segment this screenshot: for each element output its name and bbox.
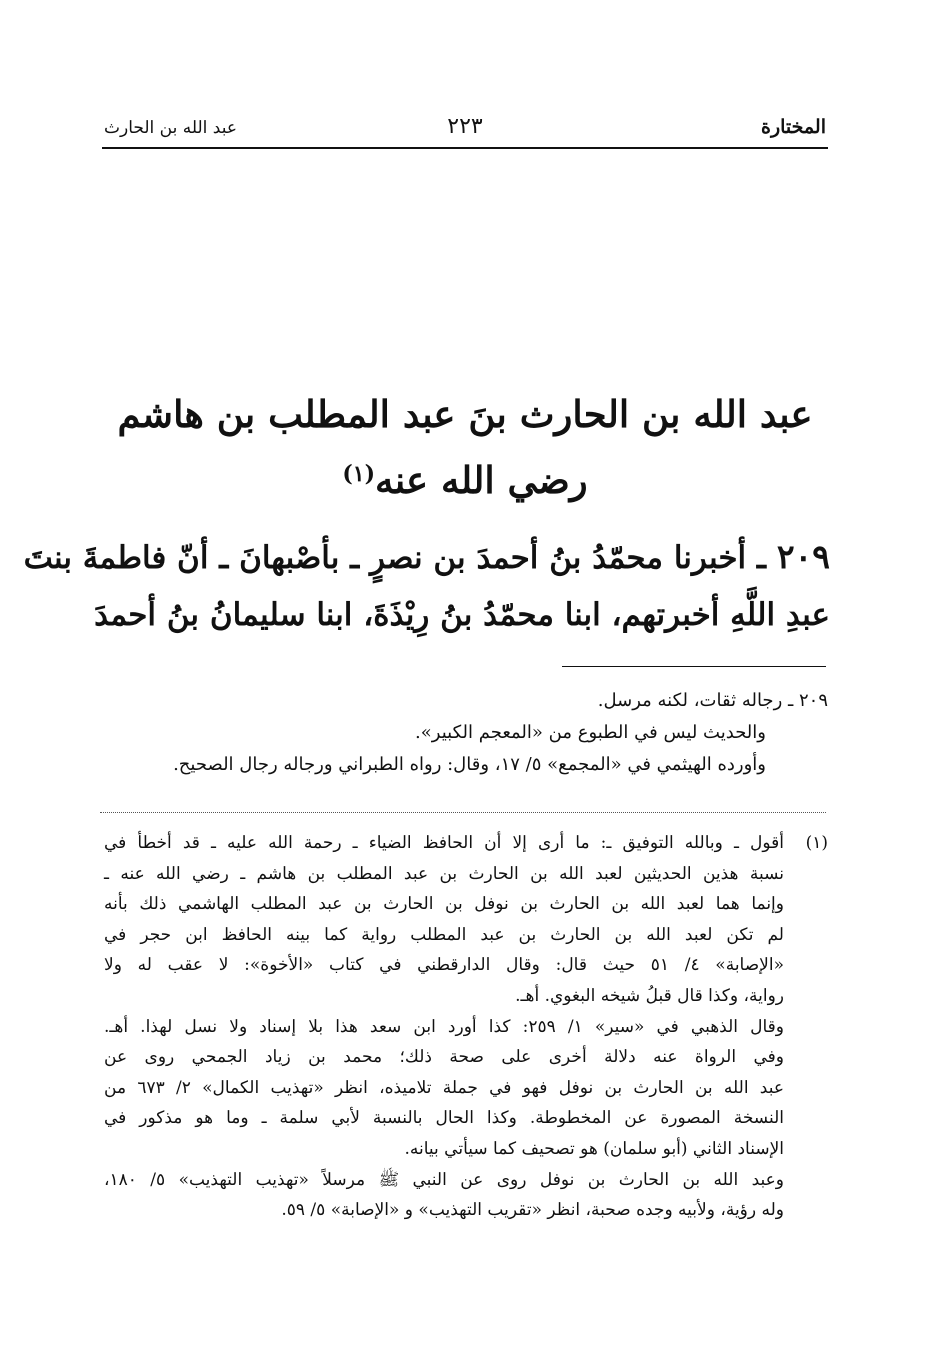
hadith-line-2: عبدِ اللَّهِ أخبرتهم، ابنا محمّدُ بنُ رِيْذَةَ، ابنا سليمانُ بنُ أحمدَ [94, 597, 830, 633]
hadith-line-1-text: ـ أخبرنا محمّدُ بنُ أحمدَ بن نصرٍ ـ بأصْبهانَ ـ أنّ فاطمةَ بنتَ [23, 540, 767, 576]
footnote-1-line-text: أقول ـ وبالله التوفيق ـ: ما أرى إلا أن الحافظ الضياء ـ رحمة الله عليه ـ قد أخطأ في [104, 833, 784, 853]
footnote-1-line: «الإصابة» ٤/ ٥١ حيث قال: وقال الدارقطني في كتاب «الأخوة»: لا عقب له ولا [104, 955, 784, 976]
chapter-title-line-2-text: رضي الله عنه [375, 458, 588, 502]
footnote-1-line: وله رؤية، ولأبيه وجده صحبة، انظر «تقريب التهذيب» و «الإصابة» ٥/ ٥٩. [281, 1200, 784, 1221]
footnote-hadith-line-2: والحديث ليس في الطبوع من «المعجم الكبير». [415, 722, 766, 743]
footnote-1-line: وفي الرواة عنه دلالة أخرى على صحة ذلك؛ محمد بن زياد الجمحي روى عن [104, 1047, 784, 1068]
page-number: ٢٢٣ [447, 114, 483, 139]
chapter-title-line-2 [100, 444, 830, 510]
hadith-number: ٢٠٩ [776, 537, 830, 576]
footnote-separator [562, 666, 826, 667]
hadith-line-1 [23, 528, 830, 587]
footnote-1-line: رواية، وكذا قال قبلُ شيخه البغوي. أهـ. [515, 985, 784, 1006]
footnote-1-line: وعبد الله بن الحارث بن نوفل روى عن النبي ﷺ مرسلاً «تهذيب التهذيب» ٥/ ١٨٠، [104, 1169, 784, 1190]
footnote-hadith-209 [106, 685, 828, 781]
header-section-title: عبد الله بن الحارث [104, 118, 237, 138]
running-header [104, 114, 826, 146]
footnote-hadith-line-3: وأورده الهيثمي في «المجمع» ٥/ ١٧، وقال: رواه الطبراني ورجاله رجال الصحيح. [173, 754, 766, 775]
footnote-hadith-line-1: ٢٠٩ ـ رجاله ثقات، لكنه مرسل. [597, 690, 828, 711]
header-rule [102, 147, 828, 149]
footnote-1-marker: (١) [805, 833, 828, 853]
footnote-1-line: النسخة المصورة عن المخطوطة. وكذا الحال بالنسبة لأبي سلمة ـ وما هو مذكور في [104, 1108, 784, 1129]
footnote-dotted-separator [100, 812, 826, 813]
footnote-1-line: لم تكن لعبد الله بن الحارث بن عبد المطلب رواية كما بينه الحافظ ابن حجر في [104, 924, 784, 945]
footnote-1-line [104, 828, 828, 859]
hadith-text [23, 528, 830, 644]
chapter-title [100, 384, 830, 510]
chapter-title-line-1: عبد الله بن الحارث بنَ عبد المطلب بن هاشم [117, 392, 813, 436]
footnote-ref-1: (١) [342, 461, 376, 487]
footnote-1 [104, 828, 828, 1226]
header-book-title: المختارة [761, 116, 826, 138]
footnote-1-line: وقال الذهبي في «سير» ١/ ٢٥٩: كذا أورد ابن سعد هذا بلا إسناد ولا نسل لهذا. أهـ. [104, 1016, 784, 1037]
footnote-1-line: نسبة هذين الحديثين لعبد الله بن الحارث بن عبد المطلب بن هاشم ـ رضي الله عنه ـ [104, 863, 784, 884]
footnote-1-line: الإسناد الثاني (أبو سلمان) هو تصحيف كما سيأتي بيانه. [404, 1138, 784, 1159]
footnote-1-line: عبد الله بن الحارث بن نوفل فهو في جملة تلاميذه، انظر «تهذيب الكمال» ٢/ ٦٧٣ من [104, 1077, 785, 1098]
footnote-1-line: وإنما هما لعبد الله بن الحارث بن نوفل بن الحارث بن عبد المطلب الهاشمي ذلك بأنه [104, 894, 784, 915]
